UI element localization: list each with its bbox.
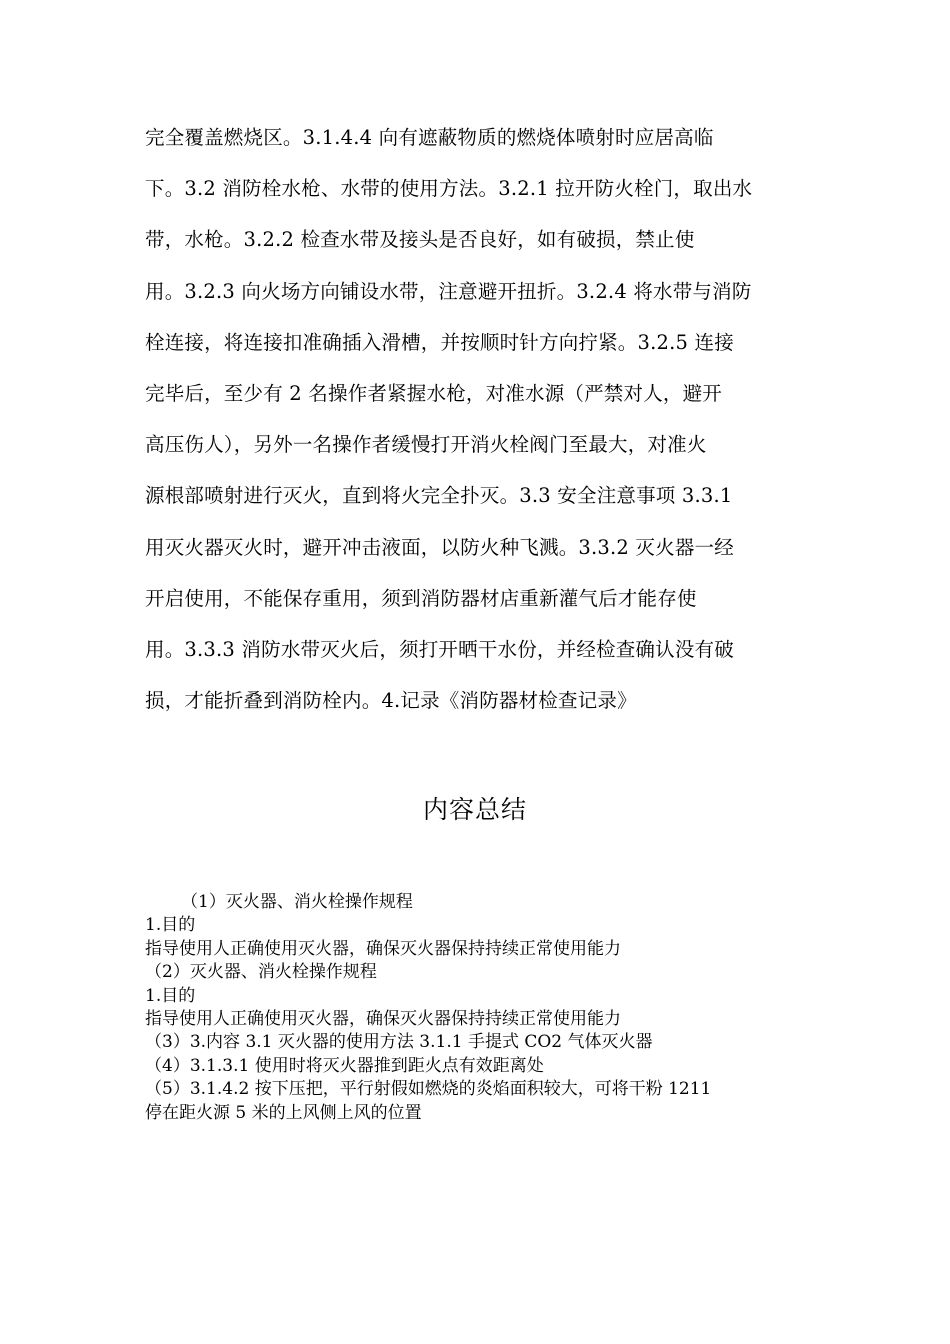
summary-line: （5）3.1.4.2 按下压把，平行射假如燃烧的炎焰面积较大，可将干粉 1211 [145,1079,712,1100]
summary-line: 1.目的 [145,915,196,936]
summary-line: （1）灭火器、消火栓操作规程 [181,892,413,912]
body-line: 完毕后，至少有 2 名操作者紧握水枪，对准水源（严禁对人，避开 [145,381,723,405]
summary-line: 1.目的 [145,985,196,1006]
summary-line: 指导使用人正确使用灭火器，确保灭火器保持持续正常使用能力 [145,1008,621,1029]
body-line: 损，才能折叠到消防栓内。4.记录《消防器材检查记录》 [145,689,637,713]
body-line: 栓连接，将连接扣准确插入滑槽，并按顺时针方向拧紧。3.2.5 连接 [145,330,734,354]
summary-title: 内容总结 [422,795,527,824]
summary-line: 指导使用人正确使用灭火器，确保灭火器保持持续正常使用能力 [145,938,621,959]
summary-line: 停在距火源 5 米的上风侧上风的位置 [145,1102,422,1123]
body-line: 开启使用，不能保存重用，须到消防器材店重新灌气后才能存使 [145,586,697,610]
body-paragraph [145,112,810,726]
summary-line: （2）灭火器、消火栓操作规程 [145,962,377,983]
body-line: 源根部喷射进行灭火，直到将火完全扑灭。3.3 安全注意事项 3.3.1 [145,484,733,508]
body-line: 带，水枪。3.2.2 检查水带及接头是否良好，如有破损，禁止使 [145,228,695,252]
summary-line: （3）3.内容 3.1 灭火器的使用方法 3.1.1 手提式 CO2 气体灭火器 [145,1032,653,1053]
body-line: 用灭火器灭火时，避开冲击液面，以防火种飞溅。3.3.2 灭火器一经 [145,535,734,559]
body-line: 用。3.2.3 向火场方向铺设水带，注意避开扭折。3.2.4 将水带与消防 [145,279,752,303]
body-line: 完全覆盖燃烧区。3.1.4.4 向有遮蔽物质的燃烧体喷射时应居高临 [145,126,714,149]
summary-block [145,891,825,1125]
summary-line: （4）3.1.3.1 使用时将灭火器推到距火点有效距离处 [145,1055,544,1076]
body-line: 高压伤人），另外一名操作者缓慢打开消火栓阀门至最大，对准火 [145,433,707,457]
body-line: 用。3.3.3 消防水带灭火后，须打开晒干水份，并经检查确认没有破 [145,637,734,661]
body-line: 下。3.2 消防栓水枪、水带的使用方法。3.2.1 拉开防火栓门，取出水 [145,177,753,201]
